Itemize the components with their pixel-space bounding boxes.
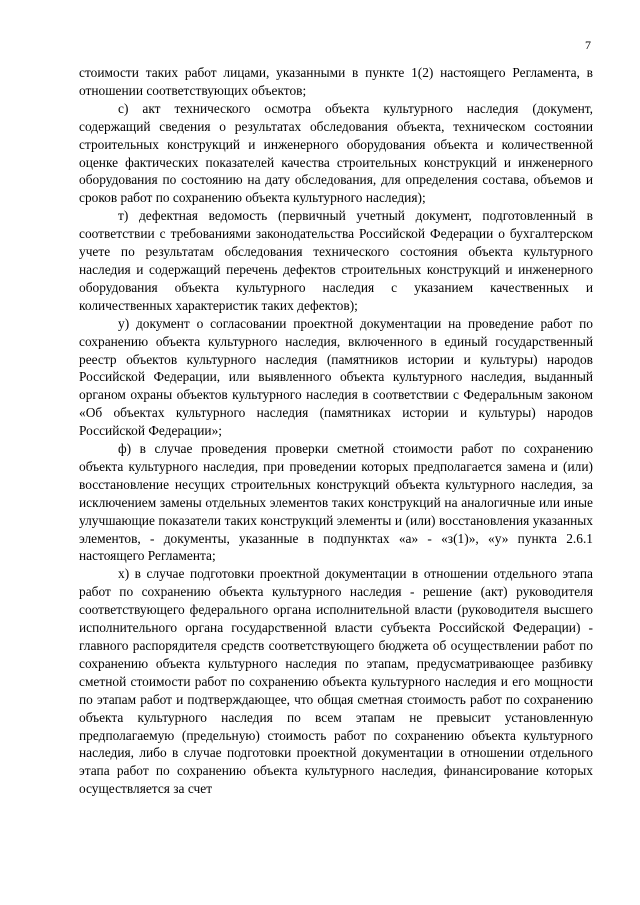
page-number: 7 [585, 38, 591, 52]
document-body [79, 64, 593, 798]
paragraph-item-s: с) акт технического осмотра объекта культурного наследия (документ, содержащий сведения о результатах обследования объекта, техническом состоянии строительных конструкций и инженерного оборудования объекта и количественной оценке фактических показателей качества строительных конструкций и инженерного оборудования по состоянию на дату обследования, для определения состава, объемов и сроков работ по сохранению объекта культурного наследия); [79, 100, 593, 206]
paragraph-continuation: стоимости таких работ лицами, указанными в пункте 1(2) настоящего Регламента, в отношении соответствующих объектов; [79, 65, 593, 98]
paragraph-item-kh: х) в случае подготовки проектной документации в отношении отдельного этапа работ по сохранению объекта культурного наследия - решение (акт) руководителя соответствующего федерального органа исполнительной власти (руководителя высшего исполнительного органа государственной власти субъекта Российской Федерации) - главного распорядителя средств соответствующего бюджета об осуществлении работ по сохранению объекта культурного наследия по этапам, предусматривающее разбивку сметной стоимости работ по сохранению объекта культурного наследия и его мощности по этапам работ и подтверждающее, что общая сметная стоимость работ по сохранению объекта культурного наследия по всем этапам не превысит установленную предполагаемую (предельную) стоимость работ по сохранению объекта культурного наследия, либо в случае подготовки проектной документации в отношении отдельного этапа работ по сохранению объекта культурного наследия, финансирование которых осуществляется за счет [79, 566, 593, 797]
paragraph-item-u: у) документ о согласовании проектной документации на проведение работ по сохранению объекта культурного наследия, включенного в единый государственный реестр объектов культурного наследия (памятников истории и культуры) народов Российской Федерации, или выявленного объекта культурного наследия, выданный органом охраны объектов культурного наследия в соответствии с Федеральным законом «Об объектах культурного наследия (памятниках истории и культуры) народов Российской Федерации»; [79, 315, 593, 439]
paragraph-item-f: ф) в случае проведения проверки сметной стоимости работ по сохранению объекта культурного наследия, при проведении которых предполагается замена и (или) восстановление несущих строительных конструкций объекта культурного наследия, за исключением замены отдельных элементов таких конструкций на аналогичные или иные улучшающие показатели таких конструкций элементы и (или) восстановления указанных элементов, - документы, указанные в подпунктах «а» - «з(1)», «у» пункта 2.6.1 настоящего Регламента; [79, 441, 593, 564]
paragraph-item-t: т) дефектная ведомость (первичный учетный документ, подготовленный в соответствии с требованиями законодательства Российской Федерации о бухгалтерском учете по результатам обследования технического состояния объекта культурного наследия и содержащий перечень дефектов строительных конструкций и инженерного оборудования объекта культурного наследия с указанием качественных и количественных характеристик таких дефектов); [79, 208, 593, 313]
